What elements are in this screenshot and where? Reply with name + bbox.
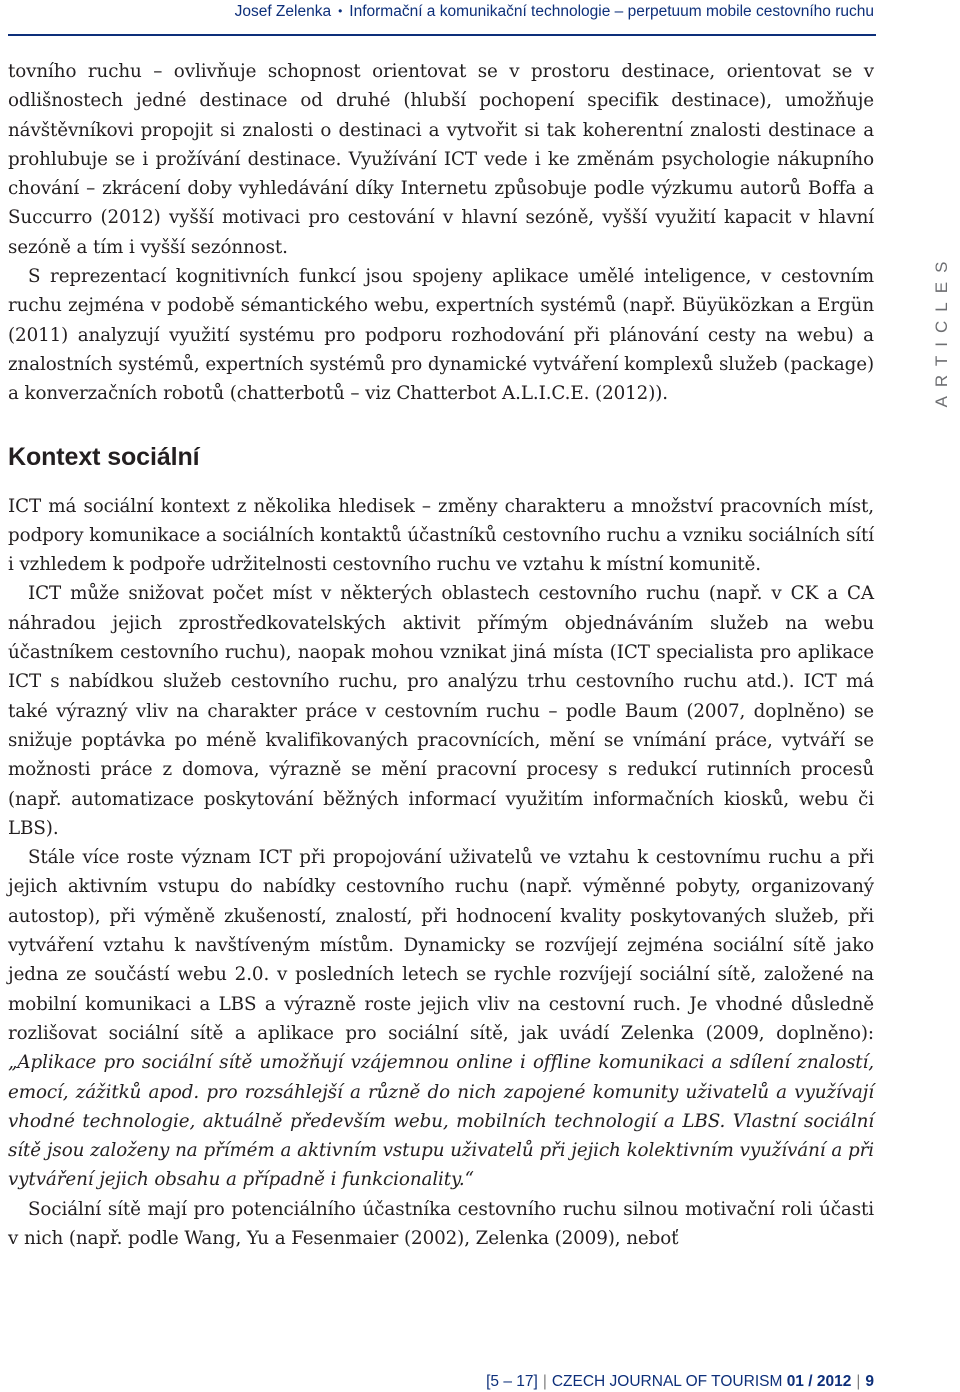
footer-page-range: [5 – 17] [486,1373,538,1390]
footer-journal: CZECH JOURNAL OF TOURISM [551,1373,783,1390]
footer-separator: | [542,1373,547,1390]
footer-page-number: 9 [865,1373,874,1390]
header-rule [8,34,876,36]
running-header [235,0,874,24]
body-paragraph: ICT má sociální kontext z několika hledisek – změny charakteru a množství pracovních míst, podpory komunikace a sociálních kontaktů účastníků cestovního ruchu a vzniku sociálních sítí i vzhledem k podpoře udržitelnosti cestovního ruchu ve vztahu k místní komunitě. [8,495,874,576]
page-footer [486,1372,874,1392]
footer-separator: | [856,1373,861,1390]
body-paragraph: S reprezentací kognitivních funkcí jsou spojeny aplikace umělé inteligence, v cestovním ruchu zejména v podobě sémantického webu, expertních systémů (např. Büyüközkan a Ergün (2011) analyzují využití systému pro podporu rozhodování při plánování cesty na webu) a znalostních systémů, expertních systémů pro dynamické vytváření komplexů služeb (package) a konverzačních robotů (chatterbotů – viz Chatterbot A.L.I.C.E. (2012)). [8,266,874,405]
body-paragraph: tovního ruchu – ovlivňuje schopnost orientovat se v prostoru destinace, orientovat se v odlišnostech jedné destinace od druhé (hlubší pochopení specifik destinace), umožňuje návštěvníkovi propojit si znalosti o destinaci a vytvořit si tak koherentní znalosti destinace a prohlubuje se i prožívání destinace. Využívání ICT vede i ke změnám psychologie nákupního chování – zkrácení doby vyhledávání díky Internetu způsobuje podle výzkumu autorů Boffa a Succurro (2012) vyšší motivaci pro cestování v hlavní sezóně, vyšší využití kapacit v hlavní sezóně a tím i vyšší sezónnost. [8,61,874,258]
section-side-label: ARTICLES [932,252,951,408]
quote-lead-in: Stále více roste význam ICT při propojování uživatelů ve vztahu k cestovnímu ruchu a při jejich aktivním vstupu do nabídky cestovního ruchu (např. výměnné pobyty, organizovaný autostop), při výměně zkušeností, znalostí, při hodnocení kvality poskytovaných služeb, při vytváření vztahu k navštíveným místům. Dynamicky se rozvíjejí zejména sociální sítě jako jedna ze součástí webu 2.0. v posledních letech se rychle rozvíjejí sociální sítě, založené na mobilní komunikaci a LBS a výrazně roste jejich vliv na cestovní ruch. Je vhodné důsledně rozlišovat sociální sítě a aplikace pro sociální sítě, jak uvádí Zelenka (2009, doplněno): [8,847,874,1044]
block-quote: „Aplikace pro sociální sítě umožňují vzájemnou online i offline komunikaci a sdílení znalostí, emocí, zážitků apod. pro rozsáhlejší a různě do nich zapojené komunity uživatelů a využívají vhodné technologie, aktuálně především webu, mobilních technologií a LBS. Vlastní sociální sítě jsou založeny na přímém a aktivním vstupu uživatelů při jejich kolektivním využívání a při vytváření jejich obsahu a případně i funkcionality.“ [8,1052,874,1191]
header-author: Josef Zelenka [234,3,332,20]
header-bullet: • [338,4,343,18]
header-article-title: Informační a komunikační technologie – perpetuum mobile cestovního ruchu [349,3,874,20]
body-paragraph: Sociální sítě mají pro potenciálního účastníka cestovního ruchu silnou motivační roli účasti v nich (např. podle Wang, Yu a Fesenmaier (2002), Zelenka (2009), neboť [8,1198,874,1249]
section-heading: Kontext sociální [8,442,200,471]
footer-issue: 01 / 2012 [786,1373,852,1390]
article-body [8,57,874,1253]
body-paragraph-with-quote [8,843,874,1195]
body-paragraph: ICT může snižovat počet míst v některých oblastech cestovního ruchu (např. v CK a CA náhradou jejich zprostředkovatelských aktivit přímým objednáváním služeb na webu účastníkem cestovního ruchu), naopak mohou vznikat jiná místa (ICT specialista pro aplikace ICT s nabídkou služeb cestovního ruchu, pro analýzu trhu cestovního ruchu atd.). ICT má také výrazný vliv na charakter práce v cestovním ruchu – podle Baum (2007, doplněno) se snižuje poptávka po méně kvalifikovaných pracovnících, mění se vnímání práce, vytváří se možnosti práce z domova, výrazně se mění pracovní procesy s redukcí rutinních procesů (např. automatizace poskytování běžných informací využitím informačních kiosků, webu či LBS). [8,583,874,839]
